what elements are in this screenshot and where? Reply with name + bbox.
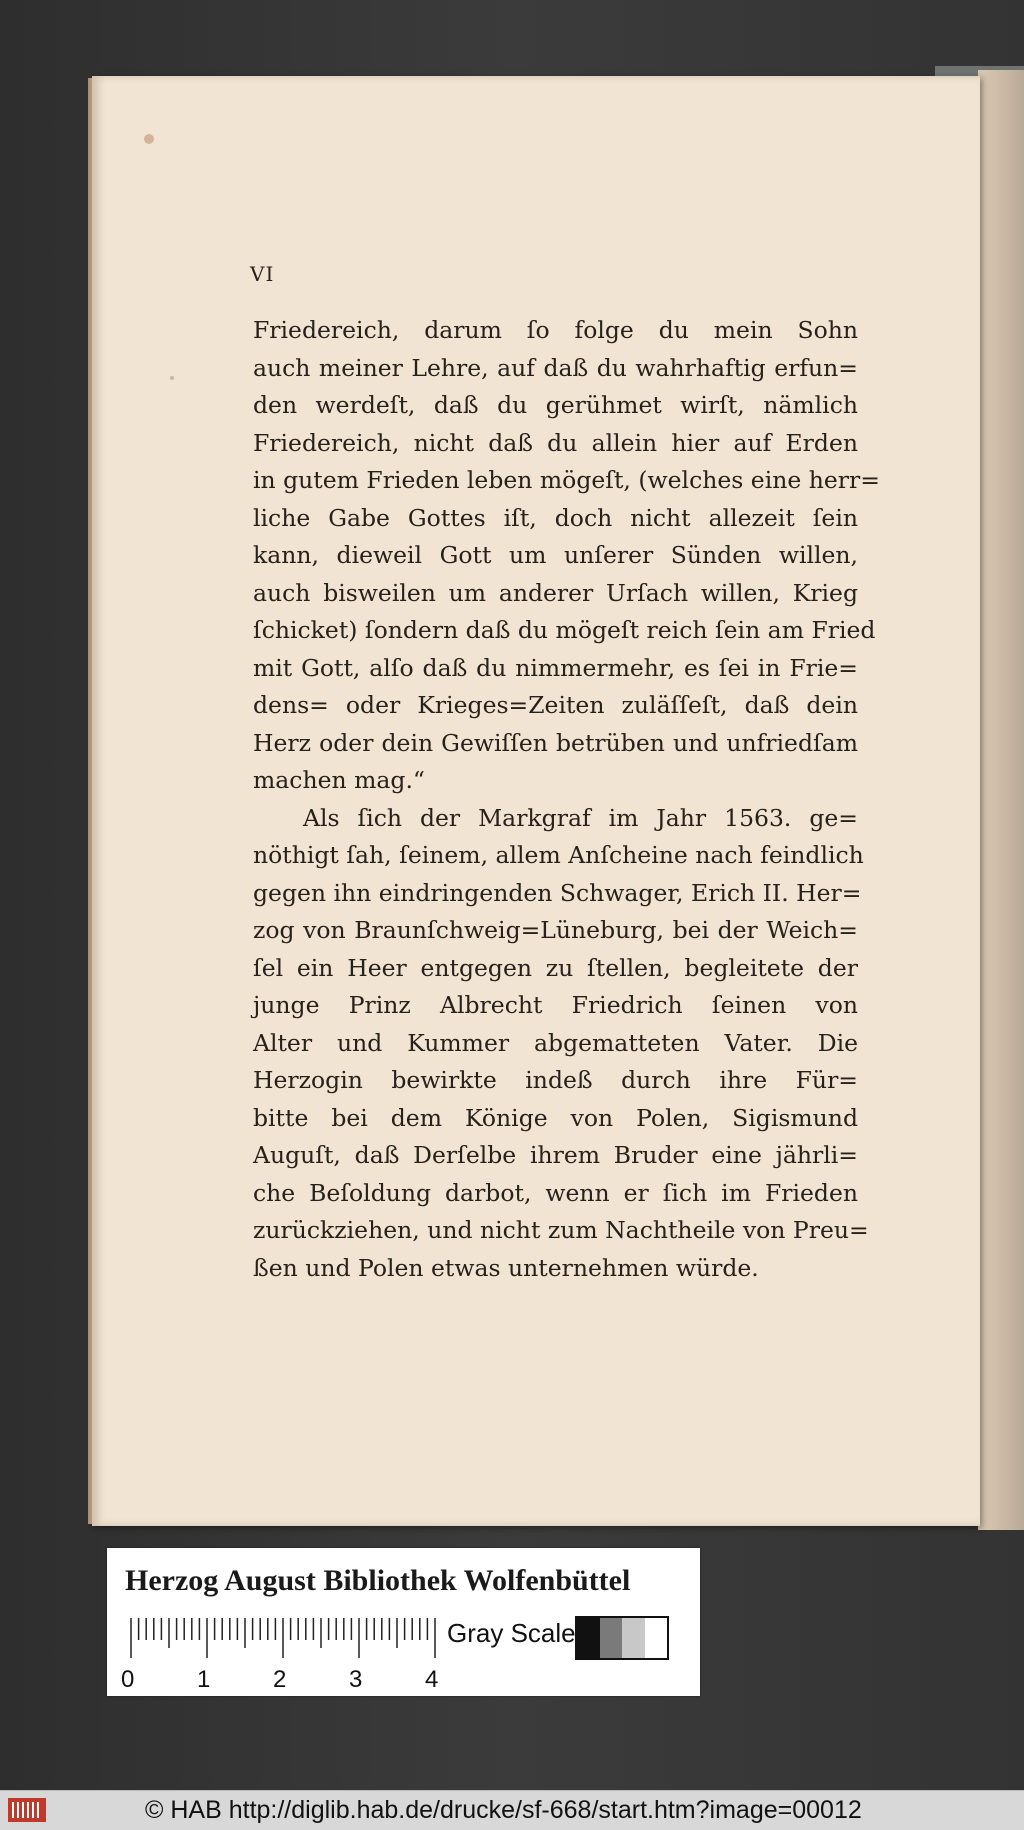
text-line: zog von Braunſchweig=Lüneburg, bei der Weich= [253, 916, 858, 944]
text-line: mit Gott, alſo daß du nimmermehr, es ſei in Frie= [253, 653, 858, 682]
hab-logo-icon [8, 1798, 46, 1822]
ruler-number: 0 [121, 1666, 135, 1693]
library-name: Herzog August Bibliothek Wolfenbüttel [125, 1564, 631, 1597]
paper-spot [144, 134, 154, 144]
text-line: gegen ihn eindringenden Schwager, Erich II. Her= [253, 878, 862, 907]
gray-scale-label: Gray Scale [447, 1618, 576, 1648]
text-line: den werdeſt, daß du gerühmet wirſt, nämlich [253, 391, 858, 419]
text-line: kann, dieweil Gott um unſerer Sünden willen, [253, 541, 858, 569]
ruler-number: 1 [197, 1666, 211, 1693]
text-line: junge Prinz Albrecht Friedrich ſeinen von [253, 991, 858, 1019]
source-url[interactable]: © HAB http://diglib.hab.de/drucke/sf-668/start.htm?image=00012 [145, 1796, 862, 1824]
page-body-text [253, 312, 880, 1287]
gray-swatch [600, 1618, 623, 1658]
text-line: Friedereich, nicht daß du allein hier auf Erden [253, 428, 858, 457]
page-edge [978, 70, 1024, 1530]
text-line: in gutem Frieden leben mögeſt, (welches eine herr= [253, 466, 880, 494]
text-line: Herzogin bewirkte indeß durch ihre Für= [253, 1066, 858, 1094]
text-line: ßen und Polen etwas unternehmen würde. [253, 1253, 759, 1282]
text-line: Alter und Kummer abgematteten Vater. Die [253, 1028, 858, 1057]
text-line: bitte bei dem Könige von Polen, Sigismund [253, 1103, 858, 1132]
text-line: Als ſich der Markgraf im Jahr 1563. ge= [303, 803, 858, 832]
gray-scale-swatches [575, 1616, 669, 1660]
text-line: liche Gabe Gottes iſt, doch nicht allezeit ſein [253, 503, 858, 532]
text-line: dens= oder Krieges=Zeiten zuläſſeſt, daß dein [253, 691, 858, 719]
ruler-number: 4 [425, 1666, 439, 1693]
color-calibration-plaque [107, 1548, 700, 1696]
gray-swatch [645, 1618, 668, 1658]
text-line: Herz oder dein Gewiſſen betrüben und unfriedſam [253, 728, 858, 757]
text-line: Auguſt, daß Derſelbe ihrem Bruder eine jährli= [253, 1141, 858, 1169]
viewer-footer [0, 1790, 1024, 1830]
text-line: auch meiner Lehre, auf daß du wahrhaftig erfun= [253, 353, 858, 382]
text-line: zurückziehen, und nicht zum Nachtheile von Preu= [253, 1216, 869, 1244]
text-line: ſel ein Heer entgegen zu ſtellen, begleitete der [253, 953, 858, 982]
gray-swatch [622, 1618, 645, 1658]
gray-swatch [577, 1618, 600, 1658]
text-line: Friedereich, darum ſo folge du mein Sohn [253, 316, 858, 344]
text-line: nöthigt ſah, ſeinem, allem Anſcheine nach feindlich [253, 841, 864, 869]
text-line: machen mag.“ [253, 766, 425, 794]
page-number: VI [250, 262, 275, 286]
ruler-number: 2 [273, 1666, 287, 1693]
paper-spot [170, 376, 174, 380]
text-line: che Beſoldung darbot, wenn er ſich im Frieden [253, 1178, 858, 1207]
text-line: ſchicket) ſondern daß du mögeſt reich ſein am Fried [253, 616, 876, 644]
ruler-scale [127, 1618, 441, 1662]
ruler-number: 3 [349, 1666, 363, 1693]
text-line: auch bisweilen um anderer Urſach willen, Krieg [253, 578, 858, 607]
